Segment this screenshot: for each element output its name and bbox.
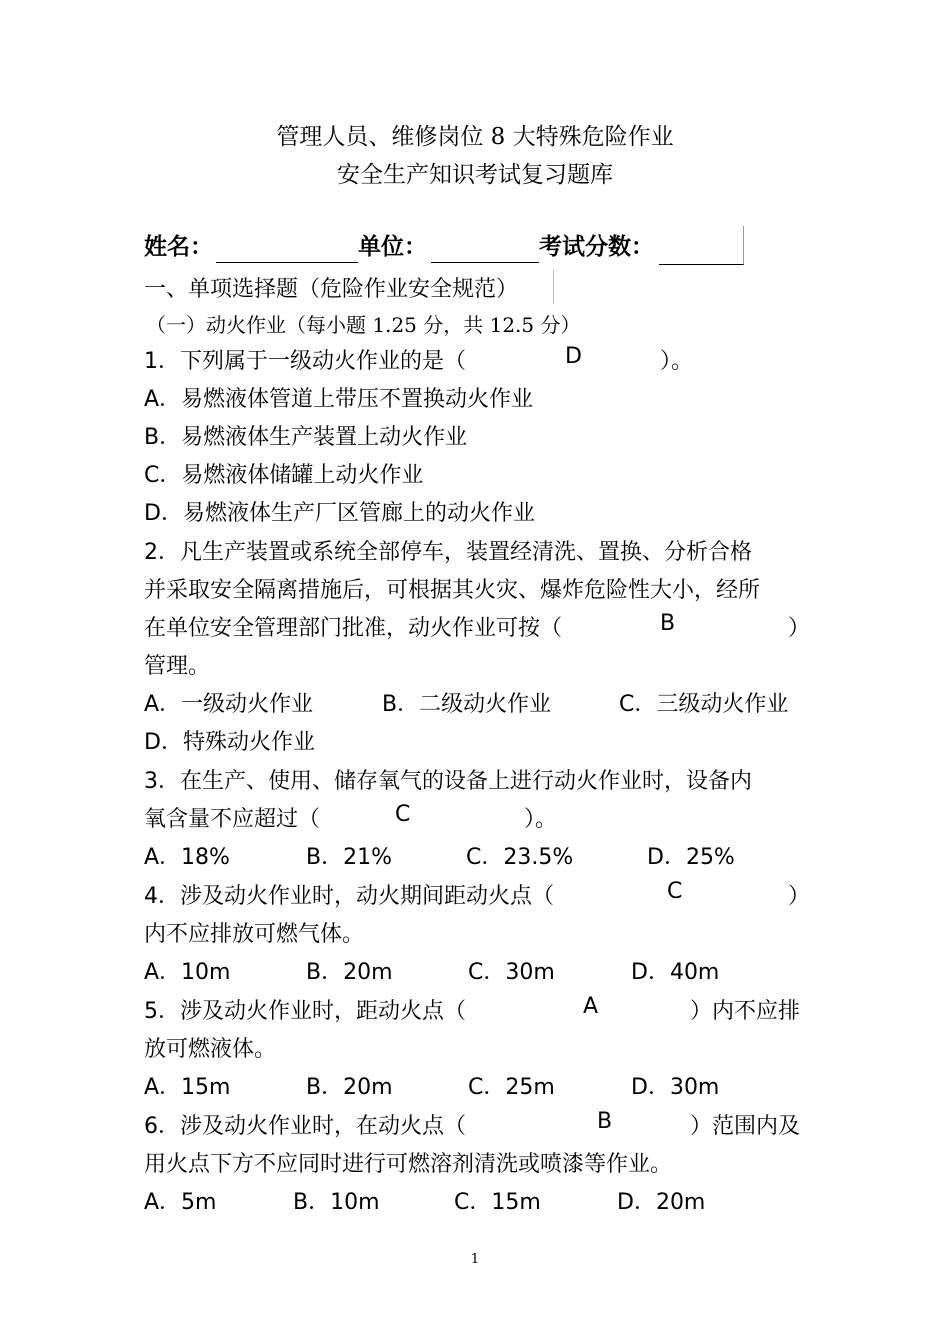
subsection-heading: （一）动火作业（每小题 1.25 分，共 12.5 分） xyxy=(146,313,581,337)
question-6-stem-tail: ）范围内及 xyxy=(690,1114,801,1139)
score-field[interactable] xyxy=(659,226,744,265)
heading-divider xyxy=(553,270,554,304)
question-5-option-a[interactable]: A．15m xyxy=(144,1075,231,1100)
question-6-option-d[interactable]: D．20m xyxy=(617,1190,706,1215)
question-5-stem-line2: 放可燃液体。 xyxy=(144,1037,277,1062)
question-4-option-a[interactable]: A．10m xyxy=(144,960,231,985)
question-3-stem-line2: 氧含量不应超过（ xyxy=(144,807,321,832)
question-5-answer: A xyxy=(583,994,599,1019)
question-2-stem-line3: 在单位安全管理部门批准，动火作业可按（ xyxy=(144,616,563,641)
question-6-option-b[interactable]: B．10m xyxy=(293,1190,380,1215)
document-title-line1: 管理人员、维修岗位 8 大特殊危险作业 xyxy=(276,124,674,150)
question-3-option-c[interactable]: C．23.5% xyxy=(466,845,574,870)
question-1-stem: 1．下列属于一级动火作业的是（ xyxy=(144,349,466,374)
unit-field[interactable] xyxy=(431,262,539,263)
question-2-option-a[interactable]: A．一级动火作业 xyxy=(144,692,314,717)
question-3-stem-line1: 3．在生产、使用、储存氧气的设备上进行动火作业时，设备内 xyxy=(144,769,752,794)
question-3-option-b[interactable]: B．21% xyxy=(306,845,392,870)
name-field[interactable] xyxy=(216,262,358,263)
question-3-stem-end: ）。 xyxy=(524,807,558,832)
score-label: 考试分数： xyxy=(539,234,654,260)
question-6-stem-line2: 用火点下方不应同时进行可燃溶剂清洗或喷漆等作业。 xyxy=(144,1152,673,1177)
question-4-stem-line1: 4．涉及动火作业时，动火期间距动火点（ xyxy=(144,884,554,909)
page-number: 1 xyxy=(470,1252,480,1267)
document-title-line2: 安全生产知识考试复习题库 xyxy=(337,162,613,188)
question-4-option-d[interactable]: D．40m xyxy=(631,960,720,985)
question-4-answer: C xyxy=(667,879,683,904)
question-3-answer: C xyxy=(395,802,411,827)
question-2-stem-line4: 管理。 xyxy=(144,654,211,679)
question-2-stem-line1: 2．凡生产装置或系统全部停车，装置经清洗、置换、分析合格 xyxy=(144,540,752,565)
question-1-option-d[interactable]: D．易燃液体生产厂区管廊上的动火作业 xyxy=(144,501,535,526)
question-1-answer: D xyxy=(565,344,582,369)
question-4-stem-paren: ） xyxy=(788,884,811,909)
question-1-option-b[interactable]: B．易燃液体生产装置上动火作业 xyxy=(144,425,468,450)
question-5-option-b[interactable]: B．20m xyxy=(306,1075,393,1100)
question-5-option-d[interactable]: D．30m xyxy=(631,1075,720,1100)
question-2-answer: B xyxy=(660,611,676,636)
question-4-option-b[interactable]: B．20m xyxy=(306,960,393,985)
question-1-stem-end: ）。 xyxy=(660,349,694,374)
question-1-option-c[interactable]: C．易燃液体储罐上动火作业 xyxy=(144,463,424,488)
name-label: 姓名： xyxy=(144,234,213,260)
question-1-option-a[interactable]: A．易燃液体管道上带压不置换动火作业 xyxy=(144,387,534,412)
question-3-option-a[interactable]: A．18% xyxy=(144,845,230,870)
question-5-stem-tail: ）内不应排 xyxy=(690,999,801,1024)
question-6-stem-line1: 6．涉及动火作业时，在动火点（ xyxy=(144,1114,466,1139)
question-6-option-a[interactable]: A．5m xyxy=(144,1190,217,1215)
unit-label: 单位： xyxy=(358,234,427,260)
question-3-option-d[interactable]: D．25% xyxy=(647,845,735,870)
section-heading: 一、单项选择题（危险作业安全规范） xyxy=(144,277,519,302)
question-2-option-b[interactable]: B．二级动火作业 xyxy=(382,692,552,717)
question-5-option-c[interactable]: C．25m xyxy=(468,1075,555,1100)
question-6-option-c[interactable]: C．15m xyxy=(454,1190,541,1215)
question-2-option-c[interactable]: C．三级动火作业 xyxy=(619,692,789,717)
question-2-stem-line2: 并采取安全隔离措施后，可根据其火灾、爆炸危险性大小，经所 xyxy=(144,578,761,603)
question-5-stem-line1: 5．涉及动火作业时，距动火点（ xyxy=(144,999,466,1024)
question-4-option-c[interactable]: C．30m xyxy=(468,960,555,985)
question-2-stem-paren: ） xyxy=(788,616,811,641)
question-2-option-d[interactable]: D．特殊动火作业 xyxy=(144,730,315,755)
question-6-answer: B xyxy=(597,1109,613,1134)
question-4-stem-line2: 内不应排放可燃气体。 xyxy=(144,922,365,947)
